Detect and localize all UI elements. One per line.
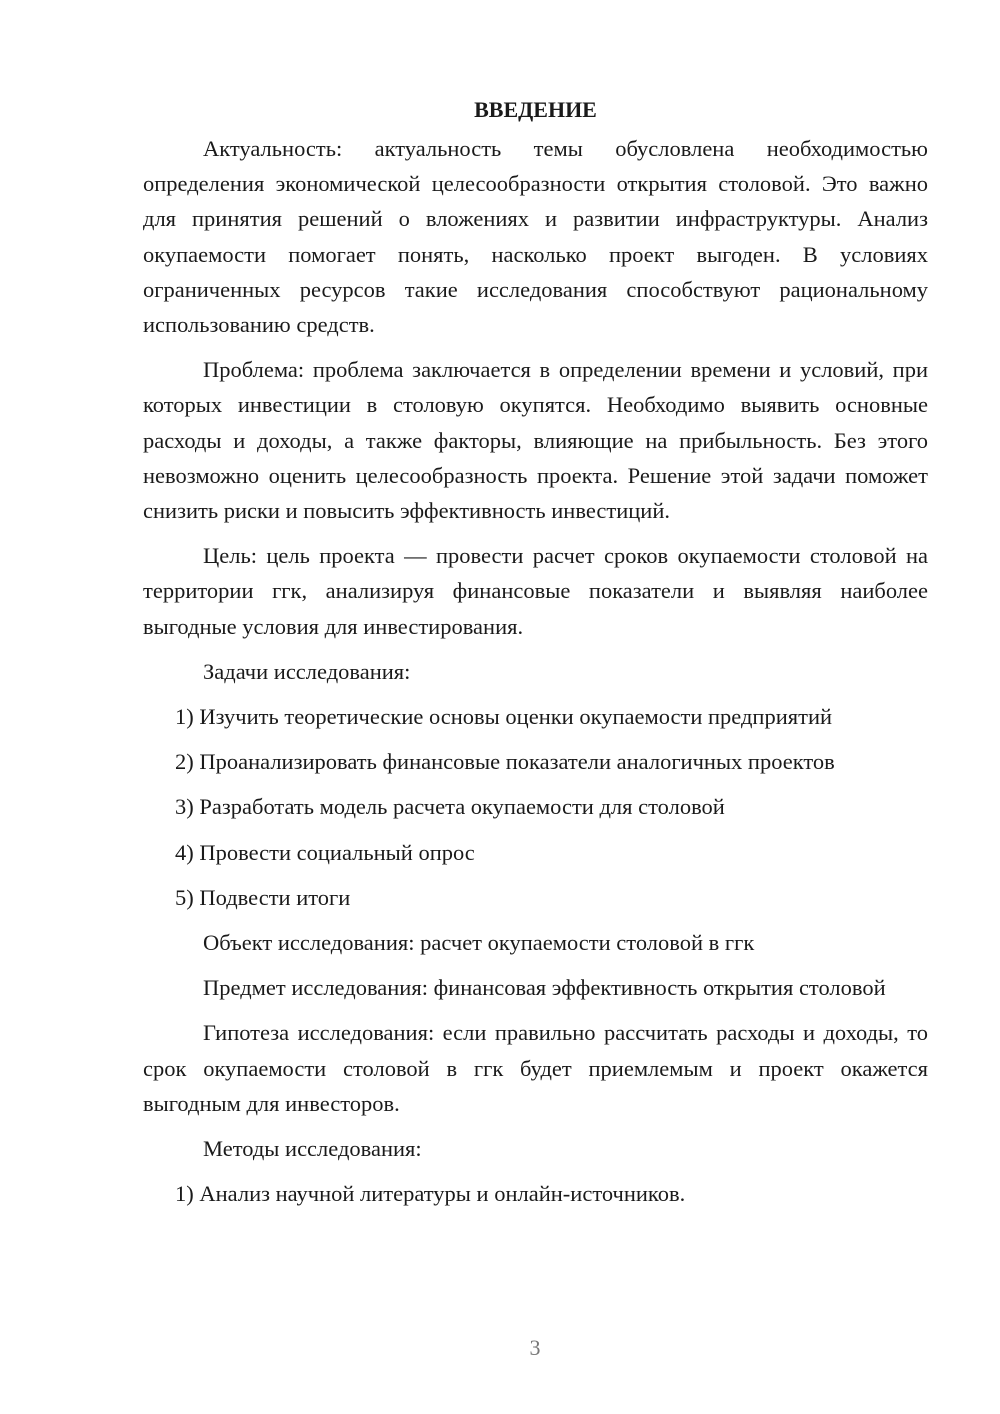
- list-item: 1) Изучить теоретические основы оценки окупаемости предприятий: [175, 704, 833, 730]
- methods-heading: Методы исследования:: [203, 1136, 422, 1162]
- list-item: 2) Проанализировать финансовые показатели аналогичных проектов: [175, 749, 835, 775]
- list-item: 4) Провести социальный опрос: [175, 839, 475, 865]
- problem-paragraph: Проблема: проблема заключается в определении времени и условий, при которых инвестиции в столовую окупятся. Необходимо выявить основные расходы и доходы, а также факторы, влияющие на прибыльность. Без этого невозможно оценить целесообразность проекта. Решение этой задачи поможет снизить риски и повысить эффективность инвестиций.: [143, 357, 928, 524]
- goal-paragraph: Цель: цель проекта — провести расчет сроков окупаемости столовой на территории ггк, анализируя финансовые показатели и выявляя наиболее выгодные условия для инвестирования.: [143, 543, 928, 639]
- list-item: 5) Подвести итоги: [175, 884, 351, 910]
- methods-list: [143, 1176, 928, 1211]
- document-title: ВВЕДЕНИЕ: [474, 97, 597, 122]
- document-page: [143, 92, 928, 1221]
- list-item: 1) Анализ научной литературы и онлайн-источников.: [175, 1181, 686, 1207]
- hypothesis-paragraph: Гипотеза исследования: если правильно рассчитать расходы и доходы, то срок окупаемости столовой в ггк будет приемлемым и проект окажется выгодным для инвесторов.: [143, 1020, 928, 1116]
- subject-paragraph: Предмет исследования: финансовая эффективность открытия столовой: [203, 975, 886, 1001]
- relevance-paragraph: Актуальность: актуальность темы обусловлена необходимостью определения экономической целесообразности открытия столовой. Это важно для принятия решений о вложениях и развитии инфраструктуры. Анализ окупаемости помогает понять, насколько проект выгоден. В условиях ограниченных ресурсов такие исследования способствуют рациональному использованию средств.: [143, 136, 928, 338]
- tasks-list: [143, 699, 928, 915]
- page-number: 3: [529, 1335, 541, 1360]
- object-line: Объект исследования: расчет окупаемости столовой в ггк: [203, 930, 755, 956]
- tasks-heading: Задачи исследования:: [203, 658, 411, 684]
- list-item: 3) Разработать модель расчета окупаемости для столовой: [175, 794, 725, 820]
